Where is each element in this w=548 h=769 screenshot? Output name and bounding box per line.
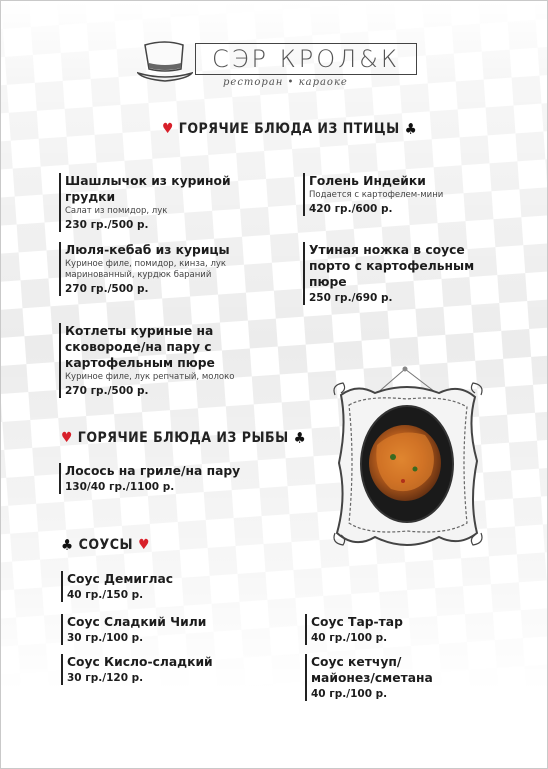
heart-suit-icon: ♥ (162, 121, 174, 137)
club-suit-icon: ♣ (61, 536, 74, 554)
heart-suit-icon: ♥ (61, 430, 73, 446)
menu-item (59, 242, 240, 296)
menu-item-price: 270 гр./500 р. (65, 385, 149, 397)
menu-item (61, 654, 237, 685)
menu-item-name: Утиная ножка в соусе порто с картофельным пюре (309, 243, 475, 289)
club-suit-icon: ♣ (404, 120, 418, 138)
menu-item-price: 30 гр./120 р. (67, 672, 144, 684)
menu-item-price: 230 гр./500 р. (65, 219, 149, 231)
menu-item-price: 250 гр./690 р. (309, 292, 393, 304)
menu-item-description: Куриное филе, помидор, кинза, лук маринованный, курдюк бараний (65, 259, 227, 280)
menu-item-price: 420 гр./600 р. (309, 203, 393, 215)
brand-name: СЭР КРОЛ&К (195, 43, 417, 75)
heart-suit-icon: ♥ (138, 537, 150, 553)
menu-item (303, 173, 489, 216)
menu-item-price: 30 гр./100 р. (67, 632, 144, 644)
menu-item-name: Лосось на гриле/на пару (65, 464, 241, 478)
menu-item-name: Соус Демиглас (67, 572, 174, 586)
top-hat-icon (137, 39, 193, 83)
menu-item (59, 463, 285, 494)
section-title-fish-label: ГОРЯЧИЕ БЛЮДА ИЗ РЫБЫ (77, 430, 289, 446)
menu-item (61, 571, 237, 602)
menu-item-name: Соус Тар-тар (311, 615, 403, 629)
menu-item-name: Соус кетчуп/ майонез/сметана (311, 655, 433, 685)
menu-item-name: Котлеты куриные на сковороде/на пару с картофельным пюре (65, 324, 215, 370)
menu-item-description: Куриное филе, лук репчатый, молоко (65, 372, 235, 382)
section-title-fish (61, 429, 306, 447)
menu-item-price: 40 гр./150 р. (67, 589, 144, 601)
menu-item-description: Салат из помидор, лук (65, 206, 168, 216)
menu-item (59, 173, 280, 232)
menu-item-name: Соус Кисло-сладкий (67, 655, 213, 669)
club-suit-icon: ♣ (293, 429, 307, 447)
menu-item-name: Шашлычок из куриной грудки (65, 174, 231, 204)
section-title-poultry-label: ГОРЯЧИЕ БЛЮДА ИЗ ПТИЦЫ (178, 121, 400, 137)
menu-item-name: Люля-кебаб из курицы (65, 243, 230, 257)
menu-item-description: Подается с картофелем-мини (309, 190, 444, 200)
menu-item-price: 130/40 гр./1100 р. (65, 481, 175, 493)
menu-item (303, 242, 479, 305)
menu-item-name: Соус Сладкий Чили (67, 615, 207, 629)
section-title-poultry (162, 120, 417, 138)
section-title-sauces (61, 536, 150, 554)
menu-item-price: 40 гр./100 р. (311, 688, 388, 700)
brand-tagline: ресторан • караоке (223, 77, 348, 88)
menu-item (305, 614, 461, 645)
restaurant-logo (137, 39, 417, 99)
menu-item-price: 40 гр./100 р. (311, 632, 388, 644)
menu-item (61, 614, 237, 645)
dish-photo-frame (327, 365, 489, 561)
menu-item-price: 270 гр./500 р. (65, 283, 149, 295)
menu-item-name: Голень Индейки (309, 174, 426, 188)
menu-item (59, 323, 240, 398)
section-title-sauces-label: СОУСЫ (78, 537, 134, 553)
menu-item (305, 654, 441, 701)
